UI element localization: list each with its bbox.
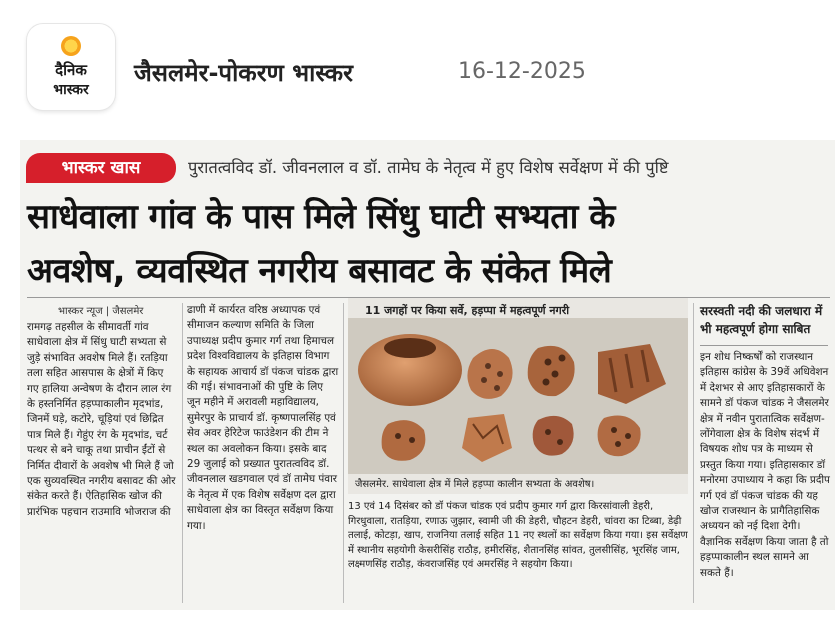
byline: भास्कर न्यूज | जैसलमेर — [58, 306, 144, 317]
app-header — [0, 0, 835, 118]
side-heading: सरस्वती नदी की जलधारा में भी महत्वपूर्ण होगा साबित — [700, 304, 823, 336]
dainik-bhaskar-logo[interactable] — [27, 24, 115, 110]
bhaskar-khas-badge: भास्कर खास — [26, 153, 176, 183]
edition-title: जैसलमेर-पोकरण भास्कर — [134, 59, 353, 87]
column-divider — [182, 303, 183, 603]
column-divider — [343, 303, 344, 603]
article-column-3: 13 एवं 14 दिसंबर को डॉ पंकज चांडक एवं प्रदीप कुमार गर्ग द्वारा किरसांवाली डेहरी, गिरधुवाला, रातड़िया, रणाऊ जुझार, स्वामी जी की डेहरी, चौहटन डेहरी, चांवरा का टिब्बा, डेढ़ी तलाई, कोटड़ा, खाप, राजनिया तलाई सहित 11 नए स्थलों का सर्वेक्षण किया गया। इस सर्वेक्षण में स्थानीय सहयोगी केसरीसिंह राठौड़, हमीरसिंह, शैतानसिंह सांवत, तुलसीसिंह, भूरसिंह जाम, लक्ष्मणसिंह राठौड़, कंवराजसिंह एवं अमरसिंह ने सहयोग किया। — [348, 501, 688, 570]
photo-title: 11 जगहों पर किया सर्वे, हड़प्पा में महत्वपूर्ण नगरी — [365, 304, 570, 317]
photo-caption: जैसलमेर. साधेवाला क्षेत्र में मिले हड़प्पा कालीन सभ्यता के अवशेष। — [355, 479, 595, 490]
pottery-fragments-image — [348, 318, 688, 474]
article-tagline: पुरातत्वविद डॉ. जीवनलाल व डॉ. तामेघ के नेतृत्व में हुए विशेष सर्वेक्षण में की पुष्टि — [188, 158, 669, 177]
headline-line1: साधेवाला गांव के पास मिले सिंधु घाटी सभ्यता के — [27, 197, 615, 237]
article-column-1: रामगढ़ तहसील के सीमावर्ती गांव साधेवाला क्षेत्र में सिंधु घाटी सभ्यता से जुड़े संभावित अवशेष मिले हैं। रतड़िया तला सहित आसपास के क्षेत्रों में किए गए हालिया अन्वेषण के दौरान लाल रंग के हस्तनिर्मित हड़प्पाकालीन मृदभांड, जिनमें घड़े, कटोरे, चूड़ियां एवं छिद्रित पात्र मिले हैं। गेहुंए रंग के मृदभांड, चर्ट पत्थर से बने चाकू तथा प्राचीन ईंटों से निर्मित दीवारों के अवशेष भी मिले हैं जो एक सुव्यवस्थित नगरीय बसावट की ओर संकेत करते हैं। ऐतिहासिक खोज की प्रारंभिक पहचान राउमावि भोजराज की — [27, 321, 176, 518]
logo-text-line2: भास्कर — [53, 82, 89, 98]
edition-date: 16-12-2025 — [458, 59, 586, 84]
headline-line2: अवशेष, व्यवस्थित नगरीय बसावट के संकेत मिले — [27, 251, 612, 291]
sun-icon — [61, 36, 81, 56]
column-divider — [693, 303, 694, 603]
side-heading-divider — [700, 345, 828, 346]
logo-text-line1: दैनिक — [55, 61, 87, 79]
article-column-4: इन शोध निष्कर्षों को राजस्थान इतिहास कांग्रेस के 39वें अधिवेशन में देशभर से आए इतिहासकारों के सामने डॉ पंकज चांडक ने जैसलमेर क्षेत्र में नवीन पुरातात्विक सर्वेक्षण-लोंगेवाला क्षेत्र के विशेष संदर्भ में विषयक शोध पत्र के माध्यम से प्रस्तुत किया गया। इतिहासकार डॉ मनोरमा उपाध्याय ने कहा कि प्रदीप गर्ग एवं डॉ पंकज चांडक की यह खोज राजस्थान के प्रागैतिहासिक अध्ययन को नई दिशा देगी। वैज्ञानिक सर्वेक्षण किया जाता है तो हड़प्पाकालीन स्थल सामने आ सकते हैं। — [700, 351, 830, 579]
artifacts-photo — [348, 318, 688, 474]
article-column-2: ढाणी में कार्यरत वरिष्ठ अध्यापक एवं सीमाजन कल्याण समिति के जिला उपाध्यक्ष प्रदीप कुमार गर्ग तथा हिमाचल प्रदेश विश्वविद्यालय के इतिहास विभाग के सहायक आचार्य डॉ पंकज चांडक द्वारा की गई। संभावनाओं की पुष्टि के लिए जून महीने में अरावली महाविद्यालय, सुमेरपुर के प्राचार्य डॉ. कृष्णपालसिंह एवं सेव अवर हेरिटेज फाउंडेशन की टीम ने स्थल का अवलोकन किया। इसके बाद 29 जुलाई को प्रख्यात पुरातत्वविद डॉ. जीवनलाल खडगवाल एवं डॉ तामेघ पंवार के नेतृत्व में एक विशेष सर्वेक्षण दल द्वारा साधेवाला क्षेत्र का विस्तृत सर्वेक्षण किया गया। — [187, 304, 339, 532]
